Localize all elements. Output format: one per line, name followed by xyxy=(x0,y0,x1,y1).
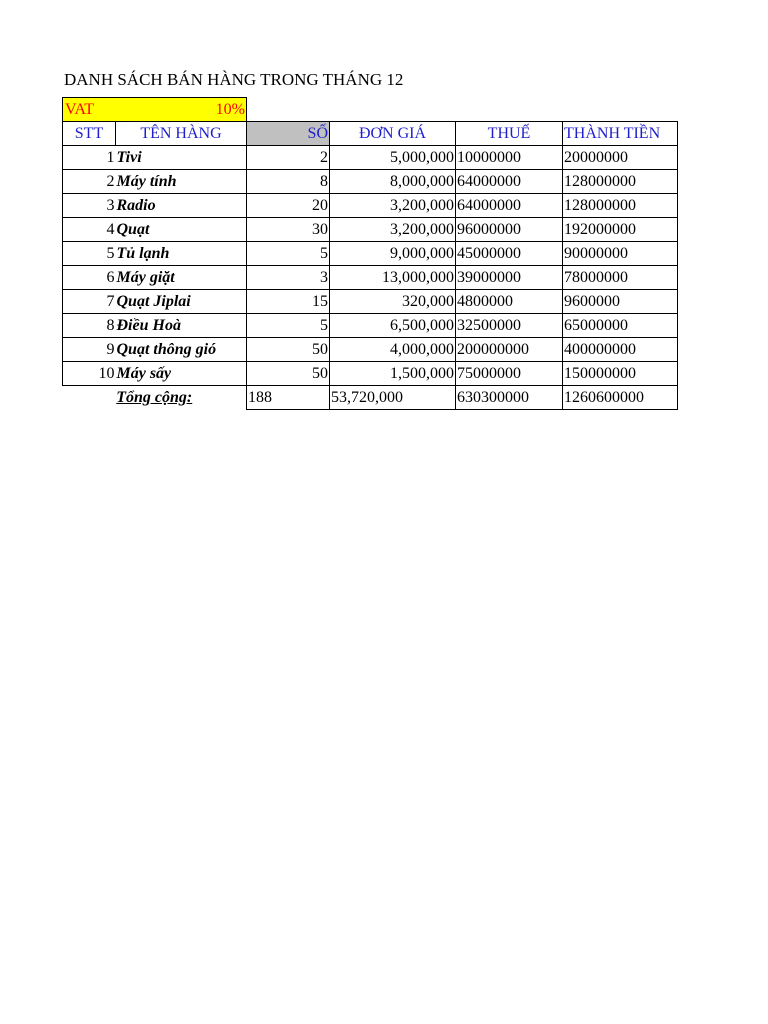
cell-unit-price[interactable]: 3,200,000 xyxy=(330,194,456,218)
cell-quantity[interactable]: 8 xyxy=(247,170,330,194)
cell-unit-price[interactable]: 5,000,000 xyxy=(330,146,456,170)
cell-quantity[interactable]: 5 xyxy=(247,314,330,338)
cell-product-name[interactable]: Quạt thông gió xyxy=(116,338,247,362)
total-label: Tổng cộng: xyxy=(116,389,193,407)
vat-cell[interactable] xyxy=(63,98,247,122)
cell-total[interactable]: 20000000 xyxy=(563,146,678,170)
cell-stt[interactable]: 6 xyxy=(63,266,116,290)
cell-stt[interactable]: 2 xyxy=(63,170,116,194)
header-so[interactable]: SỐ xyxy=(247,122,330,146)
table-row xyxy=(63,146,678,170)
cell-tax[interactable]: 64000000 xyxy=(456,170,563,194)
cell-unit-price[interactable]: 13,000,000 xyxy=(330,266,456,290)
cell-product-name[interactable]: Tủ lạnh xyxy=(116,242,247,266)
cell-product-name[interactable]: Radio xyxy=(116,194,247,218)
cell-unit-price[interactable]: 320,000 xyxy=(330,290,456,314)
cell-unit-price[interactable]: 8,000,000 xyxy=(330,170,456,194)
cell-product-name[interactable]: Máy sấy xyxy=(116,362,247,386)
cell-unit-price[interactable]: 6,500,000 xyxy=(330,314,456,338)
cell-product-name[interactable]: Máy giặt xyxy=(116,266,247,290)
cell-quantity[interactable]: 30 xyxy=(247,218,330,242)
cell-total-amount[interactable]: 1260600000 xyxy=(563,386,678,410)
header-ten-hang[interactable]: TÊN HÀNG xyxy=(116,122,247,146)
header-stt[interactable]: STT xyxy=(63,122,116,146)
cell-total-quantity[interactable]: 188 xyxy=(247,386,330,410)
cell-unit-price[interactable]: 3,200,000 xyxy=(330,218,456,242)
header-don-gia[interactable]: ĐƠN GIÁ xyxy=(330,122,456,146)
table-row xyxy=(63,362,678,386)
cell-tax[interactable]: 200000000 xyxy=(456,338,563,362)
cell-total[interactable]: 150000000 xyxy=(563,362,678,386)
cell-stt[interactable]: 4 xyxy=(63,218,116,242)
vat-label: VAT xyxy=(65,101,95,118)
cell-quantity[interactable]: 20 xyxy=(247,194,330,218)
table-row xyxy=(63,194,678,218)
cell-quantity[interactable]: 2 xyxy=(247,146,330,170)
cell-total[interactable]: 78000000 xyxy=(563,266,678,290)
cell-product-name[interactable]: Quạt Jiplai xyxy=(116,290,247,314)
header-thue[interactable]: THUẾ xyxy=(456,122,563,146)
table-row xyxy=(63,242,678,266)
cell-total[interactable]: 400000000 xyxy=(563,338,678,362)
vat-row xyxy=(63,98,678,122)
cell-quantity[interactable]: 5 xyxy=(247,242,330,266)
cell-stt[interactable]: 1 xyxy=(63,146,116,170)
cell-unit-price[interactable]: 4,000,000 xyxy=(330,338,456,362)
cell-total[interactable]: 90000000 xyxy=(563,242,678,266)
table-row xyxy=(63,170,678,194)
cell-total-tax[interactable]: 630300000 xyxy=(456,386,563,410)
total-label-cell xyxy=(63,386,247,410)
cell-total[interactable]: 128000000 xyxy=(563,170,678,194)
table-row xyxy=(63,266,678,290)
cell-total[interactable]: 128000000 xyxy=(563,194,678,218)
cell-tax[interactable]: 4800000 xyxy=(456,290,563,314)
cell-stt[interactable]: 5 xyxy=(63,242,116,266)
cell-tax[interactable]: 10000000 xyxy=(456,146,563,170)
cell-quantity[interactable]: 15 xyxy=(247,290,330,314)
cell-total[interactable]: 65000000 xyxy=(563,314,678,338)
cell-stt[interactable]: 3 xyxy=(63,194,116,218)
cell-tax[interactable]: 32500000 xyxy=(456,314,563,338)
cell-stt[interactable]: 9 xyxy=(63,338,116,362)
cell-total-unit-price[interactable]: 53,720,000 xyxy=(330,386,456,410)
cell-total[interactable]: 192000000 xyxy=(563,218,678,242)
cell-quantity[interactable]: 3 xyxy=(247,266,330,290)
cell-unit-price[interactable]: 1,500,000 xyxy=(330,362,456,386)
vat-value: 10% xyxy=(215,101,245,118)
header-row xyxy=(63,122,678,146)
table-row xyxy=(63,338,678,362)
cell-product-name[interactable]: Tivi xyxy=(116,146,247,170)
sheet-title: DANH SÁCH BÁN HÀNG TRONG THÁNG 12 xyxy=(64,70,404,89)
cell-stt[interactable]: 7 xyxy=(63,290,116,314)
total-row xyxy=(63,386,678,410)
sales-table xyxy=(62,97,678,410)
cell-quantity[interactable]: 50 xyxy=(247,362,330,386)
cell-product-name[interactable]: Máy tính xyxy=(116,170,247,194)
cell-stt[interactable]: 8 xyxy=(63,314,116,338)
cell-product-name[interactable]: Quạt xyxy=(116,218,247,242)
cell-tax[interactable]: 96000000 xyxy=(456,218,563,242)
cell-tax[interactable]: 64000000 xyxy=(456,194,563,218)
cell-tax[interactable]: 39000000 xyxy=(456,266,563,290)
table-row xyxy=(63,218,678,242)
cell-total[interactable]: 9600000 xyxy=(563,290,678,314)
cell-product-name[interactable]: Điều Hoà xyxy=(116,314,247,338)
cell-tax[interactable]: 75000000 xyxy=(456,362,563,386)
cell-stt[interactable]: 10 xyxy=(63,362,116,386)
cell-tax[interactable]: 45000000 xyxy=(456,242,563,266)
cell-unit-price[interactable]: 9,000,000 xyxy=(330,242,456,266)
empty-cell xyxy=(247,98,678,122)
table-row xyxy=(63,314,678,338)
header-thanh-tien[interactable]: THÀNH TIỀN xyxy=(563,122,678,146)
cell-quantity[interactable]: 50 xyxy=(247,338,330,362)
table-row xyxy=(63,290,678,314)
